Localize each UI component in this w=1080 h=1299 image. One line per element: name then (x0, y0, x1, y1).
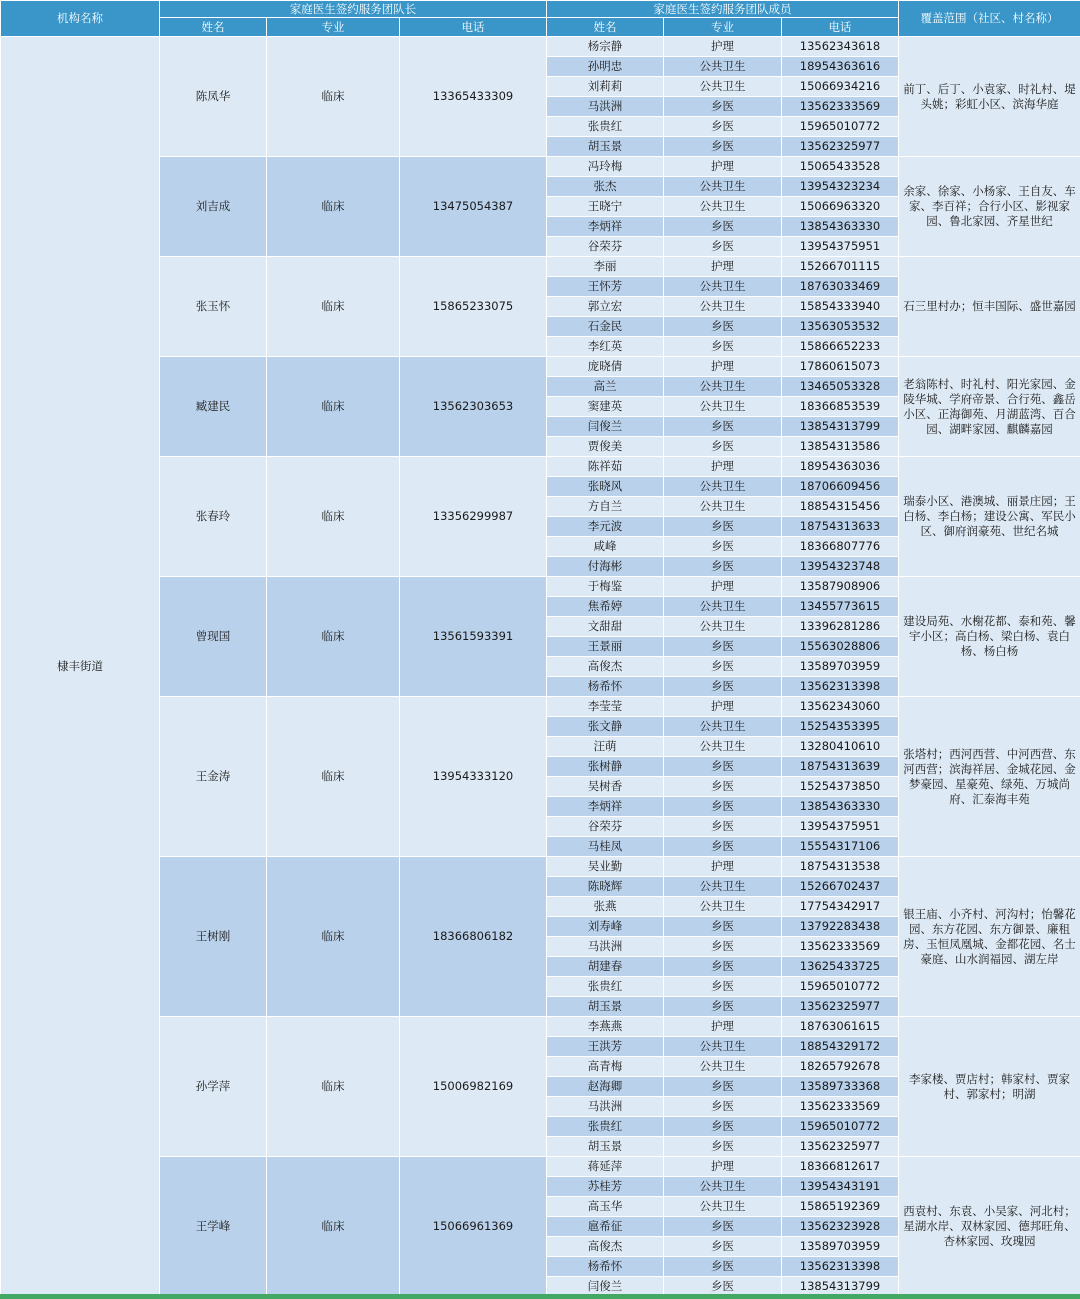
member-phone-cell: 18854329172 (782, 1037, 899, 1057)
member-name-cell: 张树静 (547, 757, 664, 777)
coverage-cell: 前丁、后丁、小袁家、时礼村、堤头姚；彩虹小区、滨海华庭 (899, 37, 1080, 157)
member-phone-cell: 13954375951 (782, 817, 899, 837)
member-specialty-cell: 乡医 (664, 677, 782, 697)
leader-specialty-cell: 临床 (267, 857, 400, 1017)
member-phone-cell: 15065433528 (782, 157, 899, 177)
member-specialty-cell: 乡医 (664, 117, 782, 137)
member-name-cell: 高俊杰 (547, 657, 664, 677)
header-member-phone: 电话 (782, 18, 899, 37)
member-name-cell: 李燕燕 (547, 1017, 664, 1037)
leader-phone-cell: 13475054387 (400, 157, 547, 257)
header-leader-name: 姓名 (160, 18, 267, 37)
member-phone-cell: 15066963320 (782, 197, 899, 217)
member-specialty-cell: 护理 (664, 577, 782, 597)
member-specialty-cell: 公共卫生 (664, 297, 782, 317)
member-phone-cell: 15563028806 (782, 637, 899, 657)
coverage-cell: 老翁陈村、时礼村、阳光家园、金陵华城、学府帝景、合行苑、鑫岳小区、正海御苑、月湖蓝湾、百合园、湖畔家园、麒麟嘉园 (899, 357, 1080, 457)
member-phone-cell: 13854313799 (782, 417, 899, 437)
member-specialty-cell: 公共卫生 (664, 717, 782, 737)
member-phone-cell: 15965010772 (782, 977, 899, 997)
member-phone-cell: 13562343060 (782, 697, 899, 717)
member-specialty-cell: 乡医 (664, 437, 782, 457)
member-specialty-cell: 乡医 (664, 777, 782, 797)
member-name-cell: 李炳祥 (547, 217, 664, 237)
header-member-specialty: 专业 (664, 18, 782, 37)
member-phone-cell: 13589733368 (782, 1077, 899, 1097)
member-name-cell: 赵海卿 (547, 1077, 664, 1097)
header-coverage: 覆盖范围（社区、村名称） (899, 1, 1080, 37)
member-name-cell: 马洪洲 (547, 1097, 664, 1117)
leader-phone-cell: 15066961369 (400, 1157, 547, 1297)
leader-name-cell: 张玉怀 (160, 257, 267, 357)
leader-specialty-cell: 临床 (267, 37, 400, 157)
member-name-cell: 闫俊兰 (547, 1277, 664, 1297)
member-name-cell: 郭立宏 (547, 297, 664, 317)
member-specialty-cell: 公共卫生 (664, 897, 782, 917)
member-name-cell: 王景丽 (547, 637, 664, 657)
leader-name-cell: 陈凤华 (160, 37, 267, 157)
member-name-cell: 李红英 (547, 337, 664, 357)
member-phone-cell: 18754313639 (782, 757, 899, 777)
member-name-cell: 胡玉景 (547, 137, 664, 157)
leader-specialty-cell: 临床 (267, 1157, 400, 1297)
member-name-cell: 咸峰 (547, 537, 664, 557)
leader-specialty-cell: 临床 (267, 1017, 400, 1157)
member-specialty-cell: 护理 (664, 1017, 782, 1037)
member-name-cell: 吴业勤 (547, 857, 664, 877)
header-member-name: 姓名 (547, 18, 664, 37)
coverage-cell: 银王庙、小齐村、河沟村；怡馨花园、东方花园、东方御景、廉租房、玉恒凤凰城、金都花园、名士豪庭、山水润福园、湖左岸 (899, 857, 1080, 1017)
member-specialty-cell: 乡医 (664, 1277, 782, 1297)
member-name-cell: 王洪芳 (547, 1037, 664, 1057)
member-specialty-cell: 公共卫生 (664, 1197, 782, 1217)
member-specialty-cell: 公共卫生 (664, 377, 782, 397)
leader-name-cell: 张春玲 (160, 457, 267, 577)
member-specialty-cell: 乡医 (664, 1077, 782, 1097)
member-name-cell: 庞晓倩 (547, 357, 664, 377)
member-phone-cell: 13563053532 (782, 317, 899, 337)
coverage-cell: 建设局苑、水榭花都、泰和苑、馨宇小区；高白杨、梁白杨、袁白杨、杨白杨 (899, 577, 1080, 697)
member-specialty-cell: 乡医 (664, 937, 782, 957)
member-specialty-cell: 乡医 (664, 137, 782, 157)
member-phone-cell: 18954363036 (782, 457, 899, 477)
member-phone-cell: 15866652233 (782, 337, 899, 357)
leader-phone-cell: 18366806182 (400, 857, 547, 1017)
member-name-cell: 高兰 (547, 377, 664, 397)
member-phone-cell: 15066934216 (782, 77, 899, 97)
member-phone-cell: 15854333940 (782, 297, 899, 317)
leader-phone-cell: 13365433309 (400, 37, 547, 157)
member-phone-cell: 13465053328 (782, 377, 899, 397)
member-phone-cell: 15266702437 (782, 877, 899, 897)
member-name-cell: 马桂凤 (547, 837, 664, 857)
member-specialty-cell: 公共卫生 (664, 197, 782, 217)
member-phone-cell: 13455773615 (782, 597, 899, 617)
member-phone-cell: 13280410610 (782, 737, 899, 757)
member-name-cell: 张文静 (547, 717, 664, 737)
leader-name-cell: 王树刚 (160, 857, 267, 1017)
table-row (1, 1157, 1080, 1177)
member-phone-cell: 18754313538 (782, 857, 899, 877)
member-phone-cell: 15865192369 (782, 1197, 899, 1217)
member-specialty-cell: 公共卫生 (664, 1177, 782, 1197)
member-name-cell: 付海彬 (547, 557, 664, 577)
member-specialty-cell: 公共卫生 (664, 177, 782, 197)
leader-phone-cell: 13356299987 (400, 457, 547, 577)
bottom-bar (0, 1294, 1080, 1299)
member-phone-cell: 15266701115 (782, 257, 899, 277)
leader-name-cell: 曾现国 (160, 577, 267, 697)
member-phone-cell: 15254353395 (782, 717, 899, 737)
member-specialty-cell: 乡医 (664, 637, 782, 657)
member-name-cell: 张晓风 (547, 477, 664, 497)
member-name-cell: 杨希怀 (547, 677, 664, 697)
member-phone-cell: 13562313398 (782, 1257, 899, 1277)
member-phone-cell: 18763033469 (782, 277, 899, 297)
org-name-cell: 棣丰街道 (1, 37, 160, 1297)
member-specialty-cell: 护理 (664, 257, 782, 277)
member-phone-cell: 18366807776 (782, 537, 899, 557)
leader-name-cell: 王学峰 (160, 1157, 267, 1297)
table-row (1, 577, 1080, 597)
member-name-cell: 张贵红 (547, 977, 664, 997)
member-phone-cell: 13954323234 (782, 177, 899, 197)
member-name-cell: 李炳祥 (547, 797, 664, 817)
member-name-cell: 陈祥茹 (547, 457, 664, 477)
member-phone-cell: 13954343191 (782, 1177, 899, 1197)
leader-specialty-cell: 临床 (267, 357, 400, 457)
leader-name-cell: 臧建民 (160, 357, 267, 457)
member-phone-cell: 13562333569 (782, 937, 899, 957)
member-specialty-cell: 护理 (664, 857, 782, 877)
member-specialty-cell: 乡医 (664, 817, 782, 837)
member-specialty-cell: 乡医 (664, 1257, 782, 1277)
member-phone-cell: 13562313398 (782, 677, 899, 697)
member-name-cell: 贾俊美 (547, 437, 664, 457)
header-leader-group: 家庭医生签约服务团队长 (160, 1, 547, 18)
member-specialty-cell: 乡医 (664, 97, 782, 117)
member-phone-cell: 18706609456 (782, 477, 899, 497)
member-specialty-cell: 公共卫生 (664, 277, 782, 297)
member-specialty-cell: 公共卫生 (664, 477, 782, 497)
member-specialty-cell: 乡医 (664, 557, 782, 577)
member-phone-cell: 13562325977 (782, 137, 899, 157)
leader-phone-cell: 15865233075 (400, 257, 547, 357)
member-name-cell: 文甜甜 (547, 617, 664, 637)
member-specialty-cell: 公共卫生 (664, 497, 782, 517)
leader-name-cell: 刘吉成 (160, 157, 267, 257)
member-name-cell: 李莹莹 (547, 697, 664, 717)
member-name-cell: 张贵红 (547, 1117, 664, 1137)
member-specialty-cell: 乡医 (664, 757, 782, 777)
table-row (1, 697, 1080, 717)
member-specialty-cell: 护理 (664, 357, 782, 377)
member-name-cell: 胡玉景 (547, 1137, 664, 1157)
table-row (1, 1017, 1080, 1037)
member-specialty-cell: 乡医 (664, 797, 782, 817)
leader-phone-cell: 13562303653 (400, 357, 547, 457)
member-name-cell: 陈晓辉 (547, 877, 664, 897)
member-name-cell: 张杰 (547, 177, 664, 197)
member-name-cell: 李元波 (547, 517, 664, 537)
member-phone-cell: 13792283438 (782, 917, 899, 937)
member-phone-cell: 18366853539 (782, 397, 899, 417)
leader-specialty-cell: 临床 (267, 457, 400, 577)
member-specialty-cell: 公共卫生 (664, 1037, 782, 1057)
member-name-cell: 胡建春 (547, 957, 664, 977)
member-specialty-cell: 乡医 (664, 957, 782, 977)
member-name-cell: 王怀芳 (547, 277, 664, 297)
coverage-cell: 石三里村办；恒丰国际、盛世嘉园 (899, 257, 1080, 357)
member-phone-cell: 18265792678 (782, 1057, 899, 1077)
member-specialty-cell: 乡医 (664, 517, 782, 537)
member-specialty-cell: 公共卫生 (664, 737, 782, 757)
member-name-cell: 马洪洲 (547, 937, 664, 957)
coverage-cell: 余家、徐家、小杨家、王自友、车家、李百祥；合行小区、影视家园、鲁北家园、齐星世纪 (899, 157, 1080, 257)
member-specialty-cell: 乡医 (664, 977, 782, 997)
member-specialty-cell: 乡医 (664, 1117, 782, 1137)
header-leader-specialty: 专业 (267, 18, 400, 37)
member-name-cell: 杨希怀 (547, 1257, 664, 1277)
member-phone-cell: 13854313586 (782, 437, 899, 457)
table-row (1, 457, 1080, 477)
coverage-cell: 张塔村；西河西营、中河西营、东河西营；滨海祥居、金城花园、金梦豪园、星豪苑、绿苑、万城尚府、汇泰海丰苑 (899, 697, 1080, 857)
header-member-group: 家庭医生签约服务团队成员 (547, 1, 899, 18)
member-phone-cell: 18763061615 (782, 1017, 899, 1037)
member-name-cell: 于梅鉴 (547, 577, 664, 597)
member-phone-cell: 13854363330 (782, 217, 899, 237)
member-name-cell: 高玉华 (547, 1197, 664, 1217)
member-name-cell: 焦希婷 (547, 597, 664, 617)
member-name-cell: 王晓宁 (547, 197, 664, 217)
member-name-cell: 谷荣芬 (547, 237, 664, 257)
member-specialty-cell: 护理 (664, 157, 782, 177)
member-name-cell: 孙明忠 (547, 57, 664, 77)
table-row (1, 37, 1080, 57)
member-specialty-cell: 乡医 (664, 1137, 782, 1157)
member-specialty-cell: 乡医 (664, 237, 782, 257)
member-name-cell: 闫俊兰 (547, 417, 664, 437)
member-specialty-cell: 乡医 (664, 417, 782, 437)
member-specialty-cell: 乡医 (664, 657, 782, 677)
member-phone-cell: 13589703959 (782, 657, 899, 677)
table-body (1, 37, 1080, 1297)
member-phone-cell: 13396281286 (782, 617, 899, 637)
leader-name-cell: 孙学萍 (160, 1017, 267, 1157)
member-name-cell: 胡玉景 (547, 997, 664, 1017)
leader-name-cell: 王金涛 (160, 697, 267, 857)
member-name-cell: 窦建英 (547, 397, 664, 417)
member-phone-cell: 13562343618 (782, 37, 899, 57)
member-name-cell: 刘寿峰 (547, 917, 664, 937)
member-phone-cell: 18854315456 (782, 497, 899, 517)
member-name-cell: 杨宗静 (547, 37, 664, 57)
table-row (1, 157, 1080, 177)
member-specialty-cell: 护理 (664, 697, 782, 717)
table-row (1, 257, 1080, 277)
member-name-cell: 刘莉莉 (547, 77, 664, 97)
member-specialty-cell: 公共卫生 (664, 597, 782, 617)
member-phone-cell: 15254373850 (782, 777, 899, 797)
member-phone-cell: 13625433725 (782, 957, 899, 977)
member-name-cell: 高俊杰 (547, 1237, 664, 1257)
header-org-name: 机构名称 (1, 1, 160, 37)
leader-phone-cell: 13561593391 (400, 577, 547, 697)
leader-specialty-cell: 临床 (267, 697, 400, 857)
leader-specialty-cell: 临床 (267, 157, 400, 257)
member-phone-cell: 13587908906 (782, 577, 899, 597)
member-name-cell: 方自兰 (547, 497, 664, 517)
member-phone-cell: 15965010772 (782, 1117, 899, 1137)
member-name-cell: 蒋延萍 (547, 1157, 664, 1177)
member-phone-cell: 13562325977 (782, 997, 899, 1017)
member-name-cell: 高青梅 (547, 1057, 664, 1077)
coverage-cell: 西袁村、东袁、小吴家、河北村；星湖水岸、双林家园、德邦旺角、杏林家园、玫瑰园 (899, 1157, 1080, 1297)
member-specialty-cell: 乡医 (664, 997, 782, 1017)
member-name-cell: 张贵红 (547, 117, 664, 137)
member-name-cell: 扈希征 (547, 1217, 664, 1237)
member-specialty-cell: 公共卫生 (664, 1057, 782, 1077)
member-specialty-cell: 乡医 (664, 1237, 782, 1257)
member-phone-cell: 17754342917 (782, 897, 899, 917)
member-name-cell: 李丽 (547, 257, 664, 277)
member-phone-cell: 18754313633 (782, 517, 899, 537)
member-specialty-cell: 乡医 (664, 317, 782, 337)
member-specialty-cell: 乡医 (664, 917, 782, 937)
table-row (1, 857, 1080, 877)
member-phone-cell: 13589703959 (782, 1237, 899, 1257)
member-specialty-cell: 公共卫生 (664, 397, 782, 417)
leader-phone-cell: 13954333120 (400, 697, 547, 857)
member-name-cell: 吴树香 (547, 777, 664, 797)
member-specialty-cell: 乡医 (664, 1217, 782, 1237)
table-row (1, 357, 1080, 377)
member-phone-cell: 13562333569 (782, 1097, 899, 1117)
member-specialty-cell: 公共卫生 (664, 877, 782, 897)
member-name-cell: 石金民 (547, 317, 664, 337)
member-specialty-cell: 护理 (664, 457, 782, 477)
member-name-cell: 冯玲梅 (547, 157, 664, 177)
member-specialty-cell: 护理 (664, 1157, 782, 1177)
leader-specialty-cell: 临床 (267, 257, 400, 357)
member-name-cell: 马洪洲 (547, 97, 664, 117)
member-name-cell: 汪萌 (547, 737, 664, 757)
member-specialty-cell: 护理 (664, 37, 782, 57)
member-specialty-cell: 乡医 (664, 537, 782, 557)
member-specialty-cell: 公共卫生 (664, 617, 782, 637)
member-phone-cell: 13562333569 (782, 97, 899, 117)
member-name-cell: 谷荣芬 (547, 817, 664, 837)
leader-specialty-cell: 临床 (267, 577, 400, 697)
member-phone-cell: 18954363616 (782, 57, 899, 77)
member-phone-cell: 13854363330 (782, 797, 899, 817)
member-phone-cell: 13562325977 (782, 1137, 899, 1157)
header-row-1 (1, 1, 1080, 18)
member-specialty-cell: 乡医 (664, 337, 782, 357)
member-name-cell: 张燕 (547, 897, 664, 917)
member-specialty-cell: 公共卫生 (664, 57, 782, 77)
member-specialty-cell: 乡医 (664, 1097, 782, 1117)
coverage-cell: 瑞泰小区、港澳城、丽景庄园；王白杨、李白杨；建设公寓、军民小区、御府润豪苑、世纪名城 (899, 457, 1080, 577)
leader-phone-cell: 15006982169 (400, 1017, 547, 1157)
member-specialty-cell: 乡医 (664, 217, 782, 237)
member-phone-cell: 17860615073 (782, 357, 899, 377)
member-specialty-cell: 公共卫生 (664, 77, 782, 97)
member-phone-cell: 13954375951 (782, 237, 899, 257)
header-leader-phone: 电话 (400, 18, 547, 37)
member-specialty-cell: 乡医 (664, 837, 782, 857)
coverage-cell: 李家楼、贾店村；韩家村、贾家村、郭家村；明湖 (899, 1017, 1080, 1157)
member-phone-cell: 13854313799 (782, 1277, 899, 1297)
member-name-cell: 苏桂芳 (547, 1177, 664, 1197)
member-phone-cell: 15965010772 (782, 117, 899, 137)
member-phone-cell: 13562323928 (782, 1217, 899, 1237)
member-phone-cell: 13954323748 (782, 557, 899, 577)
member-phone-cell: 15554317106 (782, 837, 899, 857)
member-phone-cell: 18366812617 (782, 1157, 899, 1177)
